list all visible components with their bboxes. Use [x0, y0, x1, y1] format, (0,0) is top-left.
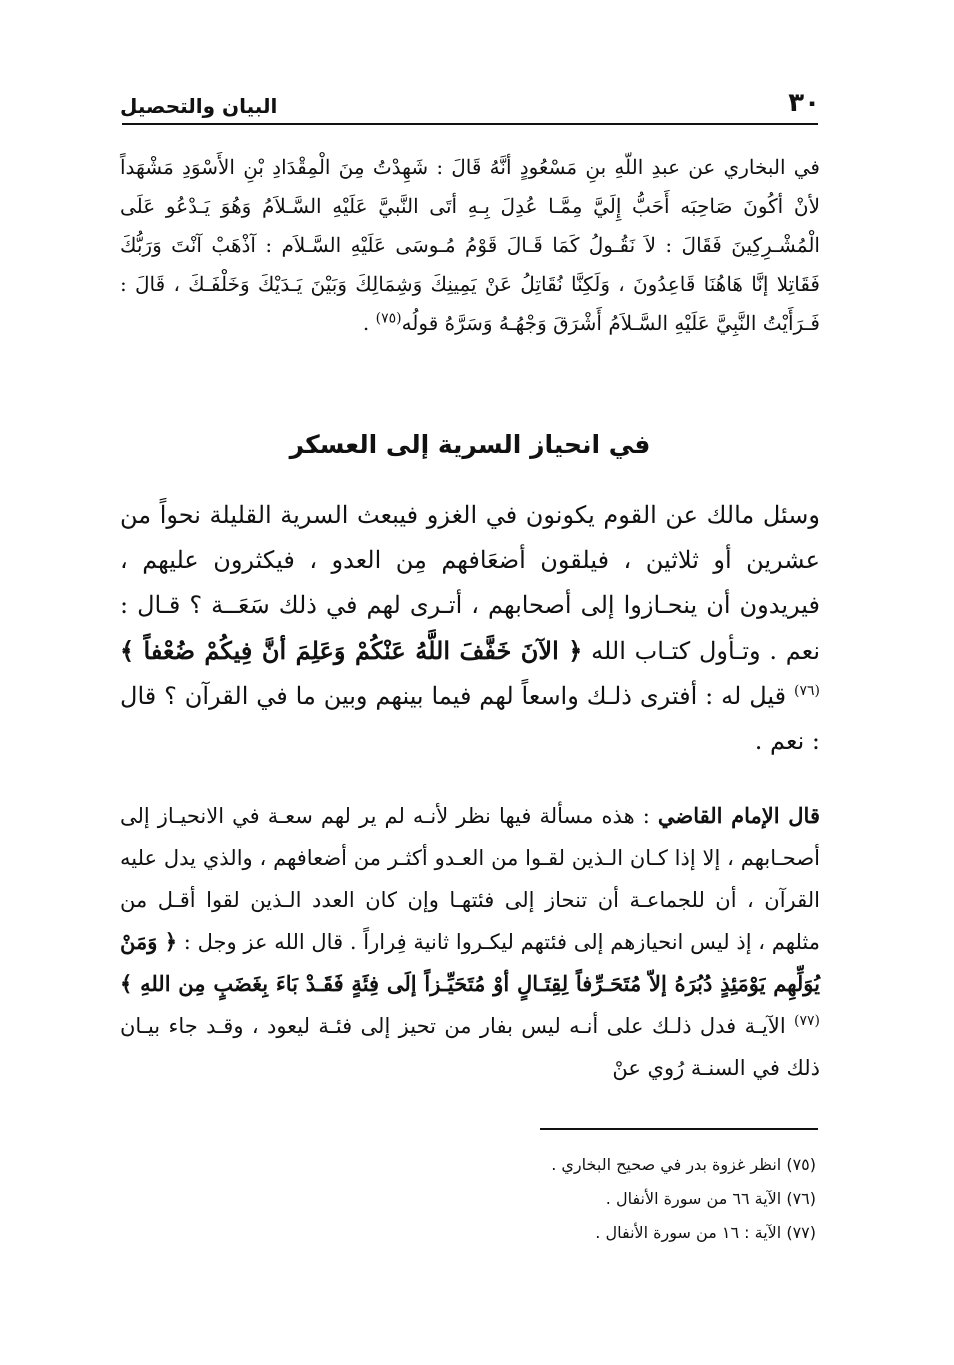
footnote-rule: [540, 1128, 818, 1130]
hadith-text: في البخاري عن عبدِ اللّهِ بنِ مَسْعُودٍ أنَّهُ قَالَ : شَهِدْتُ مِنَ الْمِقْدَادِ بْنِ الأَسْوَدِ مَشْهَداً لأنْ أكُونَ صَاحِبَه أَحَبُّ إِلَيَّ مِمَّـا عُدِلَ بِـهِ أتَى النَّبيَّ عَلَيْهِ السَّـلاَمُ وَهُوَ يَـدْعُو عَلَى الْمُشْـرِكِينَ فَقَالَ : لاَ نَقُـولُ كَمَا قَـالَ قَوْمُ مُـوسَى عَلَيْهِ السَّـلاَم : آذْهَبْ آنْتَ وَرَبُّكَ فَقَاتِلا إنَّا هَاهُنَا قَاعِدُونَ ، وَلَكِنَّا نُقَاتِلُ عَنْ يَمِينِكَ وَشِمَالِكَ وَبَيْنَ يَـدَيْكَ وَخَلْفَـكَ ، قَالَ : فَـرَأَيْتُ النَّبِيَّ عَلَيْهِ السَّـلاَمُ أَشْرَقَ وَجْهُـهُ وَسَرَّهُ قولُه: [120, 155, 820, 335]
footnote-75: (٧٥) انظر غزوة بدر في صحيح البخاري .: [551, 1155, 816, 1174]
page-header: [120, 78, 820, 118]
paragraph-question: [120, 493, 820, 764]
paragraph-1-text-b: قيل له : أفترى ذلـك واسعاً لهم فيما بينهم وبين ما في القرآن ؟ قال : نعم .: [120, 682, 820, 755]
hadith-quote-block: [120, 148, 820, 343]
footnote-ref-77: (٧٧): [794, 1013, 820, 1029]
quran-verse-16: ﴿ وَمَنْ يُوَلِّهِم يَوْمَئِذٍ دُبُرَهُ إلاّ مُتَحَـرِّفاً لِقِتَـالٍ أوْ مُتَحَيِّـزاً إلَى فِئَةٍ فَقَـدْ بَاءَ بِغَضَبٍ مِن اللهِ ﴾: [120, 929, 820, 996]
section-heading: في انحياز السرية إلى العسكر: [289, 430, 651, 459]
paragraph-1-text-a: وسئل مالك عن القوم يكونون في الغزو فيبعث السرية القليلة نحواً من عشرين أو ثلاثين ، فيلقون أضعَافهم مِن العدو ، فيكثرون عليهم ، فيريدون أن ينحـازوا إلى أصحابهم ، أتـرى لهم في ذلك سَعَــة ؟ قـال : نعم . وتـأول كتـاب الله: [120, 501, 821, 665]
hadith-end: .: [362, 311, 376, 335]
speaker-label: قال الإمام القاضي: [657, 803, 820, 828]
footnote-ref-75: (٧٥): [375, 310, 402, 327]
quran-verse-66: ﴿ الآنَ خَفَّفَ اللَّهُ عَنْكُمْ وَعَلِمَ أنَّ فِيكُمْ ضُعْفاً ﴾: [120, 636, 583, 665]
footnotes: [120, 1148, 816, 1250]
footnote-77: (٧٧) الآية : ١٦ من سورة الأنفال .: [595, 1223, 816, 1242]
running-title: البيان والتحصيل: [120, 94, 278, 118]
paragraph-2-text-a: : هذه مسألة فيها نظر لأنـه لم ير لهم سعـة في الانحيـاز إلى أصحـابهم ، إلا إذا كـان الـذين لقـوا من العـدو أكثـر من أضعافهم ، والذي يدل عليه القرآن ، أن للجماعـة أن تنحاز إلى فئتهـا وإن كان العدد الـذين لقوا أقـل من مثلهم ، إذ ليس انحيازهم إلى فئتهم ليكـروا ثانية فِراراً . قال الله عز وجل :: [120, 804, 820, 954]
footnote-76: (٧٦) الآية ٦٦ من سورة الأنفال .: [605, 1189, 816, 1208]
paragraph-commentary: [120, 795, 820, 1089]
page-number: ٣٠: [788, 88, 820, 118]
header-rule: [122, 123, 818, 125]
paragraph-2-text-b: الآيـة فدل ذلـك على أنـه ليس بفار من تحيز إلى فئـة ليعود ، وقـد جاء بيـان ذلك في السنـة رُوي عنْ: [120, 1014, 820, 1080]
footnote-ref-76: (٧٦): [794, 683, 820, 699]
